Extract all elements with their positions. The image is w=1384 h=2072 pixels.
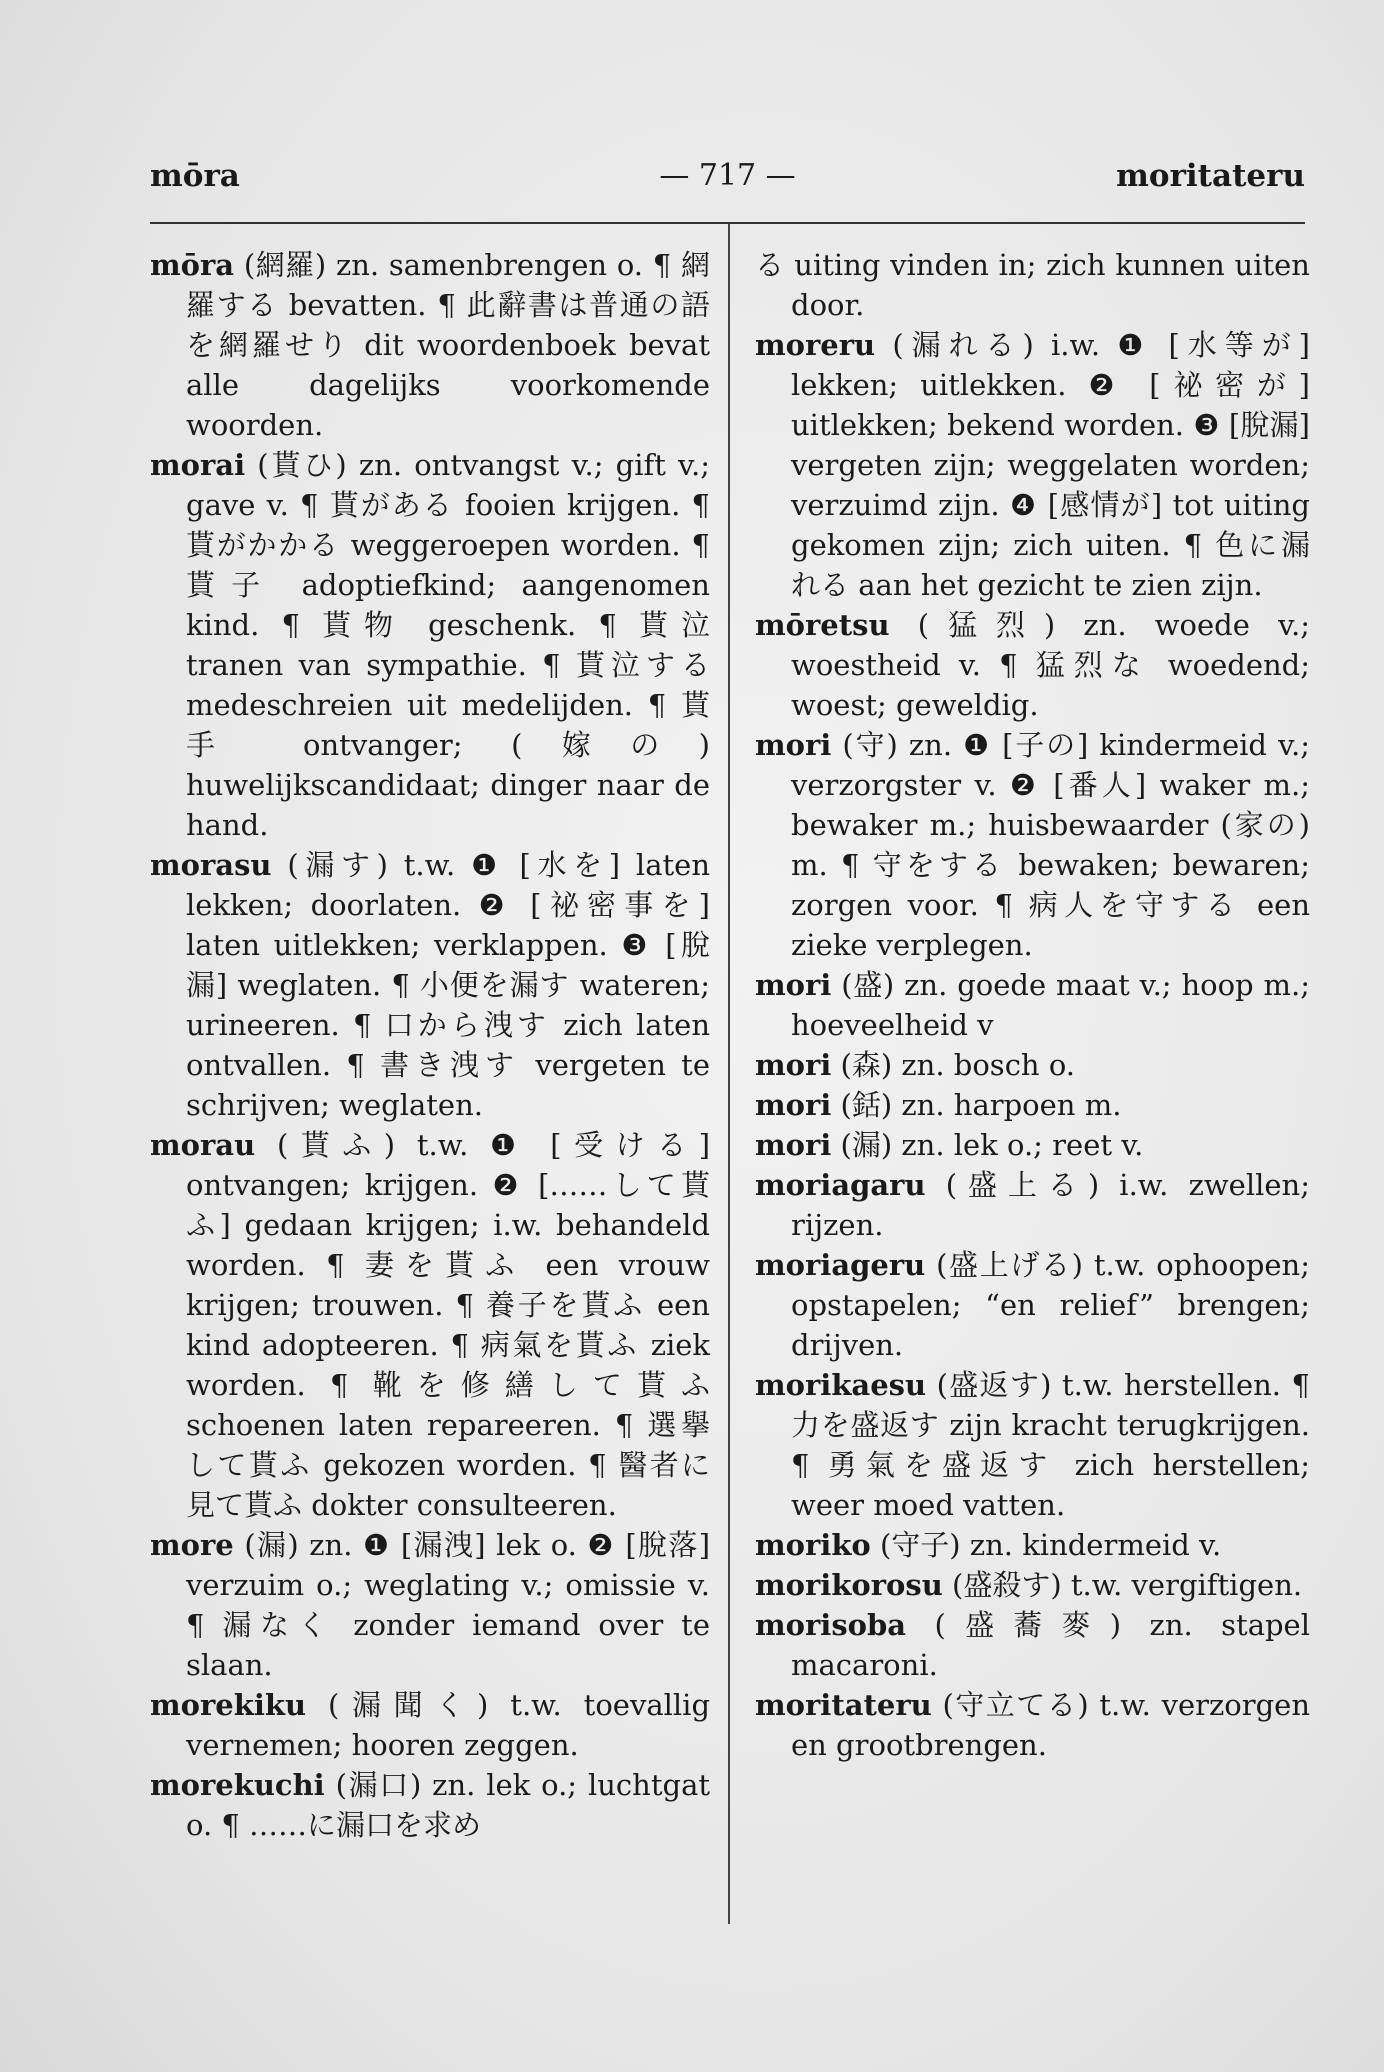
dictionary-entry (755, 1045, 1310, 1085)
dictionary-entry (755, 1245, 1310, 1365)
header-left-guideword: mōra (150, 158, 240, 194)
entry-definition: (猛烈) zn. woede v.; woestheid v. ¶ 猛烈な woedend; woest; geweldig. (791, 608, 1311, 722)
entry-headword: mōretsu (755, 608, 890, 642)
dictionary-entry (755, 1365, 1310, 1525)
entry-headword: mori (755, 728, 832, 762)
entry-headword: morau (150, 1128, 256, 1162)
entry-definition: (盛) zn. goede maat v.; hoop m.; hoeveelheid v (791, 968, 1310, 1042)
entry-definition: (漏れる) i.w. ❶ [水等が] lekken; uitlekken. ❷ [祕密が] uitlekken; bekend worden. ❸ [脫漏] vergeten zijn; weggelaten worden; verzuimd zijn. ❹ [感情が] tot uiting gekomen zijn; zich uiten. ¶ 色に漏れる aan het gezicht te zien zijn. (791, 328, 1310, 602)
entry-headword: morekiku (150, 1688, 307, 1722)
dictionary-entry (755, 1085, 1310, 1125)
entry-definition: (漏) zn. lek o.; reet v. (840, 1128, 1144, 1162)
entry-headword: morikorosu (755, 1568, 943, 1602)
entry-headword: mōra (150, 248, 235, 282)
entry-definition: (貰ひ) zn. ontvangst v.; gift v.; gave v. ¶ 貰がある fooien krijgen. ¶ 貰がかかる weggeroepen worden. ¶ 貰子 adoptiefkind; aangenomen kind. ¶ 貰物 geschenk. ¶ 貰泣 tranen van sympathie. ¶ 貰泣する medeschreien uit medelijden. ¶ 貰手 ontvanger; (嫁の) huwelijkscandidaat; dinger naar de hand. (186, 448, 710, 842)
entry-definition: (守) zn. ❶ [子の] kindermeid v.; verzorgster v. ❷ [番人] waker m.; bewaker m.; huisbewaarder (家の) m. ¶ 守をする bewaken; bewaren; zorgen voor. ¶ 病人を守する een zieke verplegen. (791, 728, 1310, 962)
entry-headword: mori (755, 1048, 832, 1082)
page-header (150, 158, 1305, 208)
entry-headword: morasu (150, 848, 272, 882)
entry-definition: (漏聞く) t.w. toevallig vernemen; hooren zeggen. (186, 1688, 711, 1762)
entry-definition: (漏口) zn. lek o.; luchtgat o. ¶ ……に漏口を求め (186, 1768, 711, 1842)
entry-headword: mori (755, 1128, 832, 1162)
entry-definition: (盛蕎麥) zn. stapel macaroni. (791, 1608, 1310, 1682)
right-column (755, 245, 1310, 1765)
dictionary-entry (755, 965, 1310, 1045)
entry-definition: (盛殺す) t.w. vergiftigen. (952, 1568, 1303, 1602)
column-divider (728, 224, 730, 1924)
dictionary-entry (755, 1165, 1310, 1245)
dictionary-entry (755, 605, 1310, 725)
entry-definition: (貰ふ) t.w. ❶ [受ける] ontvangen; krijgen. ❷ [……して貰ふ] gedaan krijgen; i.w. behandeld worden. ¶ 妻を貰ふ een vrouw krijgen; trouwen. ¶ 養子を貰ふ een kind adopteeren. ¶ 病氣を貰ふ ziek worden. ¶ 靴を修繕して貰ふ schoenen laten repareeren. ¶ 選擧して貰ふ gekozen worden. ¶ 醫者に見て貰ふ dokter consulteeren. (186, 1128, 711, 1522)
entry-definition: (守子) zn. kindermeid v. (879, 1528, 1222, 1562)
entry-definition: (盛上げる) t.w. ophoopen; opstapelen; “en relief” brengen; drijven. (791, 1248, 1310, 1362)
entry-continuation (755, 245, 1310, 325)
entry-definition: (漏す) t.w. ❶ [水を] laten lekken; doorlaten. ❷ [祕密事を] laten uitlekken; verklappen. ❸ [脫漏] weglaten. ¶ 小便を漏す wateren; urineeren. ¶ 口から洩す zich laten ontvallen. ¶ 書き洩す vergeten te schrijven; weglaten. (186, 848, 710, 1122)
entry-headword: morikaesu (755, 1368, 927, 1402)
dictionary-entry (150, 245, 710, 445)
dictionary-entry (755, 1125, 1310, 1165)
entry-definition: (森) zn. bosch o. (840, 1048, 1075, 1082)
entry-definition: (漏) zn. ❶ [漏洩] lek o. ❷ [脫落] verzuim o.; weglating v.; omissie v. ¶ 漏なく zonder iemand over te slaan. (186, 1528, 711, 1682)
dictionary-entry (150, 1125, 710, 1525)
entry-definition: (銛) zn. harpoen m. (840, 1088, 1122, 1122)
entry-headword: moriagaru (755, 1168, 926, 1202)
dictionary-entry (755, 325, 1310, 605)
entry-headword: more (150, 1528, 234, 1562)
entry-definition: (盛返す) t.w. herstellen. ¶ 力を盛返す zijn kracht terugkrijgen. ¶ 勇氣を盛返す zich herstellen; weer moed vatten. (791, 1368, 1310, 1522)
entry-headword: morai (150, 448, 246, 482)
entry-headword: moritateru (755, 1688, 932, 1722)
entry-definition: る uiting vinden in; zich kunnen uiten door. (755, 248, 1310, 322)
entry-headword: moriko (755, 1528, 871, 1562)
left-column (150, 245, 710, 1845)
dictionary-entry (755, 1685, 1310, 1765)
entry-definition: (盛上る) i.w. zwellen; rijzen. (791, 1168, 1310, 1242)
page-number: — 717 — (659, 158, 796, 193)
entry-definition: (網羅) zn. samenbrengen o. ¶ 網羅する bevatten. ¶ 此辭書は普通の語を網羅せり dit woordenboek bevat alle dagelijks voorkomende woorden. (186, 248, 710, 442)
header-right-guideword: moritateru (1116, 158, 1305, 194)
entry-headword: mori (755, 1088, 832, 1122)
entry-definition: (守立てる) t.w. verzorgen en grootbrengen. (791, 1688, 1310, 1762)
entry-headword: morisoba (755, 1608, 907, 1642)
dictionary-entry (150, 1685, 710, 1765)
dictionary-entry (755, 1605, 1310, 1685)
dictionary-entry (755, 1525, 1310, 1565)
dictionary-entry (150, 1525, 710, 1685)
dictionary-entry (755, 1565, 1310, 1605)
entry-headword: moriageru (755, 1248, 926, 1282)
entry-headword: moreru (755, 328, 876, 362)
dictionary-entry (150, 1765, 710, 1845)
dictionary-entry (755, 725, 1310, 965)
dictionary-entry (150, 445, 710, 845)
entry-headword: morekuchi (150, 1768, 325, 1802)
dictionary-entry (150, 845, 710, 1125)
entry-headword: mori (755, 968, 832, 1002)
